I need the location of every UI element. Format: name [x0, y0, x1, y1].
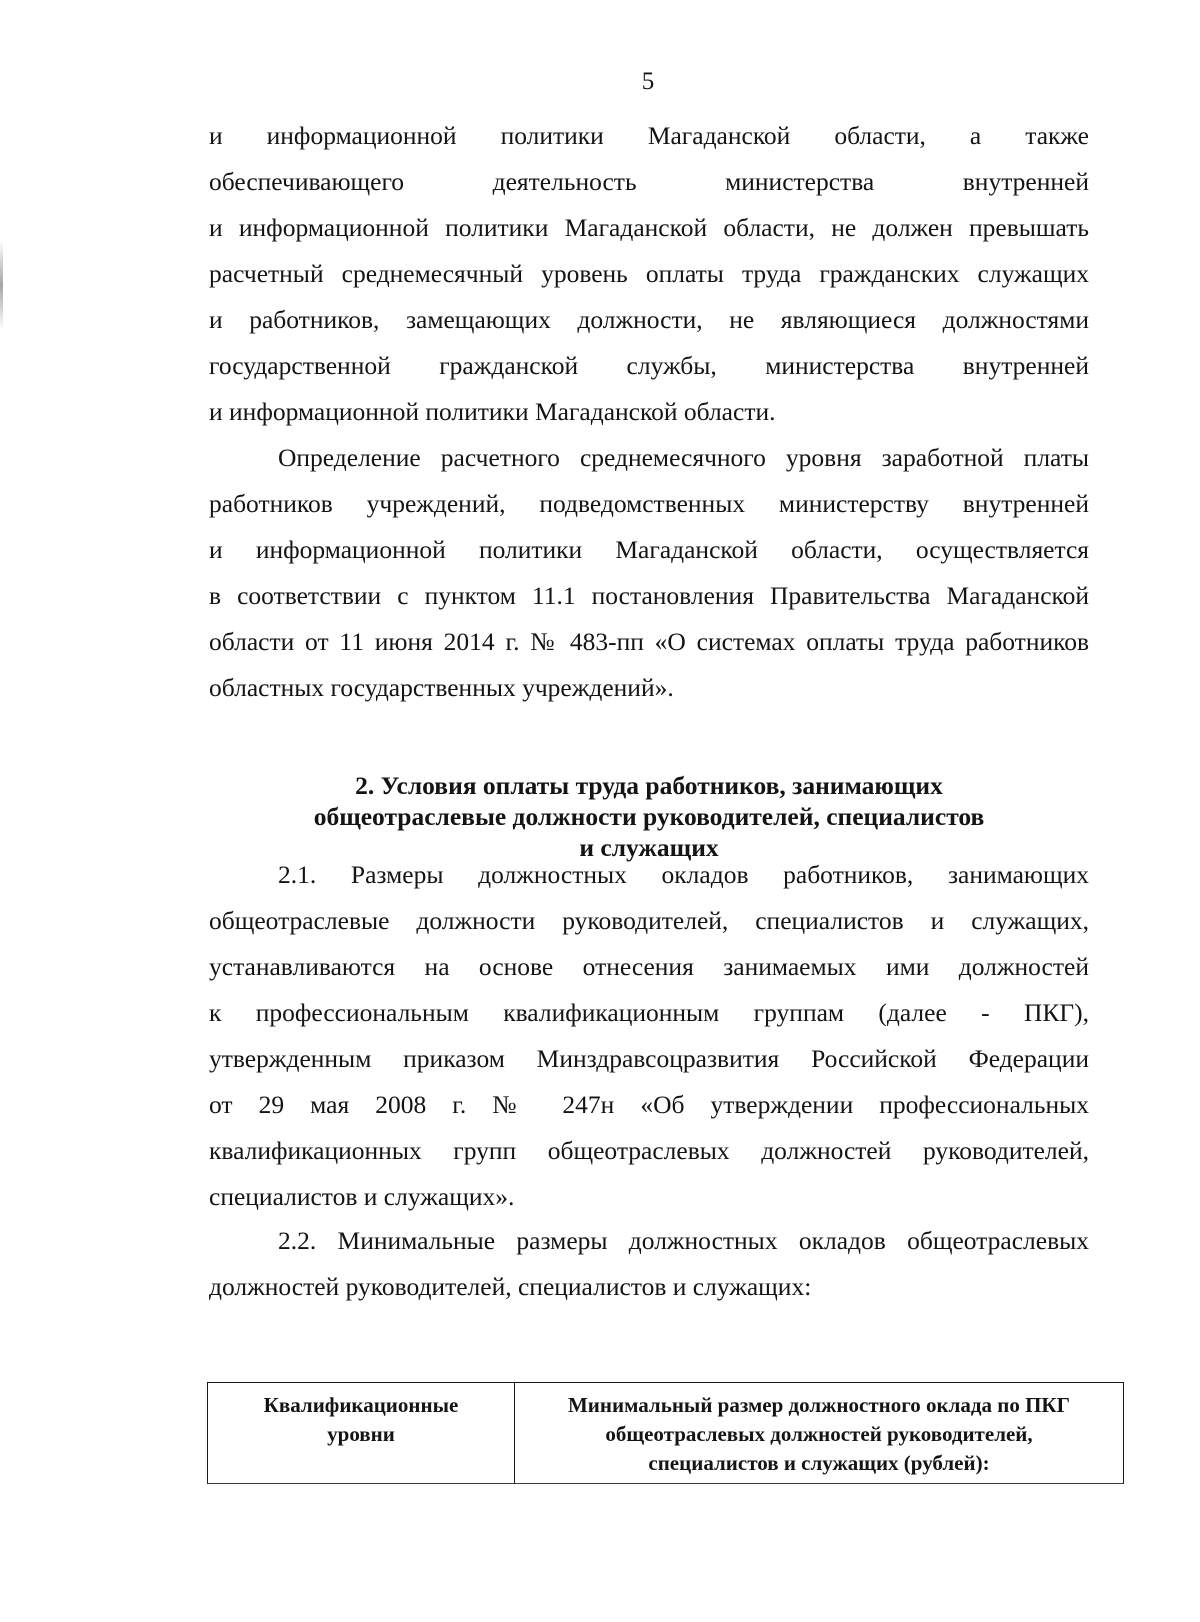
text-line: и информационной политики Магаданской области, осуществляется [209, 535, 1089, 564]
scan-edge-shadow [0, 240, 3, 330]
text-line: утвержденным приказом Минздравсоцразвития Российской Федерации [209, 1044, 1089, 1073]
text-line: к профессиональным квалификационным группам (далее - ПКГ), [209, 998, 1089, 1027]
text-line: 2.1. Размеры должностных окладов работников, занимающих [278, 860, 1089, 889]
salary-table [207, 1382, 1124, 1484]
text-line: 2.2. Минимальные размеры должностных окладов общеотраслевых [278, 1226, 1089, 1255]
paragraph-wage-calculation [209, 435, 1089, 711]
text-line: должностей руководителей, специалистов и служащих: [209, 1272, 812, 1301]
text-line: обеспечивающего деятельность министерства внутренней [209, 167, 1089, 196]
header-text-line: общеотраслевых должностей руководителей, [605, 1422, 1033, 1446]
text-line: и работников, замещающих должности, не являющиеся должностями [209, 305, 1089, 334]
text-line: от 29 мая 2008 г. № 247н «Об утверждении профессиональных [209, 1090, 1089, 1119]
header-text-line: Квалификационные [263, 1393, 459, 1417]
heading-line: 2. Условия оплаты труда работников, занимающих [355, 771, 943, 800]
text-line: в соответствии с пунктом 11.1 постановления Правительства Магаданской [209, 581, 1089, 610]
paragraph-minimum-salaries [209, 1218, 1089, 1310]
table-header-qualification-levels [208, 1383, 515, 1483]
text-line: Определение расчетного среднемесячного уровня заработной платы [278, 443, 1089, 472]
paragraph-salary-limit [209, 113, 1089, 435]
text-line: расчетный среднемесячный уровень оплаты труда гражданских служащих [209, 259, 1089, 288]
header-text-line: уровни [327, 1422, 395, 1446]
text-line: областных государственных учреждений». [209, 673, 674, 702]
text-line: специалистов и служащих». [209, 1182, 515, 1211]
text-line: и информационной политики Магаданской области. [209, 397, 776, 426]
text-line: и информационной политики Магаданской области, а также [209, 121, 1089, 150]
heading-line: общеотраслевые должности руководителей, специалистов [313, 802, 985, 831]
text-line: работников учреждений, подведомственных министерству внутренней [209, 489, 1089, 518]
text-line: области от 11 июня 2014 г. № 483-пп «О системах оплаты труда работников [209, 627, 1089, 656]
heading-line: и служащих [579, 833, 719, 862]
section-heading [209, 770, 1089, 863]
header-text-line: Минимальный размер должностного оклада по ПКГ [567, 1393, 1071, 1417]
header-text-line: специалистов и служащих (рублей): [648, 1451, 990, 1475]
table-header-minimum-salary [515, 1383, 1123, 1483]
text-line: устанавливаются на основе отнесения занимаемых ими должностей [209, 952, 1089, 981]
text-line: государственной гражданской службы, министерства внутренней [209, 351, 1089, 380]
page-number: 5 [641, 68, 655, 95]
text-line: общеотраслевые должности руководителей, специалистов и служащих, [209, 906, 1089, 935]
paragraph-salary-sizes [209, 852, 1089, 1220]
text-line: и информационной политики Магаданской области, не должен превышать [209, 213, 1089, 242]
text-line: квалификационных групп общеотраслевых должностей руководителей, [209, 1136, 1089, 1165]
